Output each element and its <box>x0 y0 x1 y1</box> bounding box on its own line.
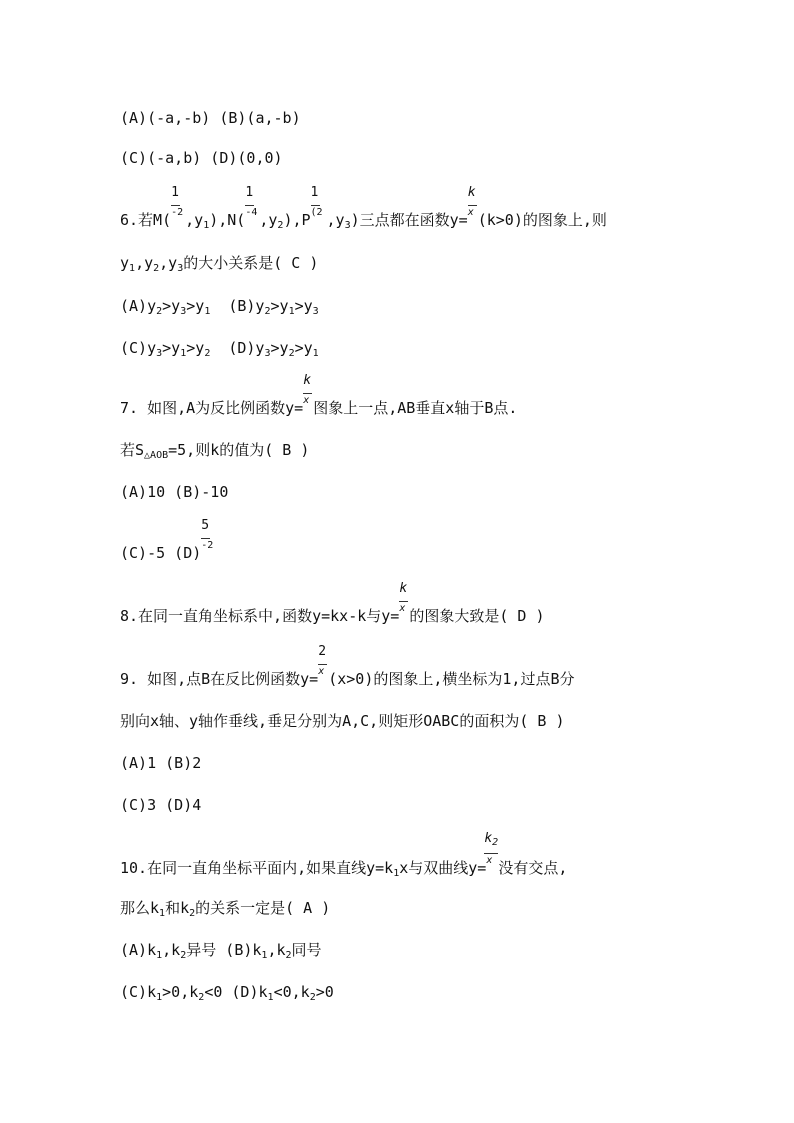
q10-options-line2: $(C)k_1>0,k_2<0$ $(D)k_1<0,k_2>0$ <box>120 983 334 1003</box>
q6-p-fraction: $\frac{1}{(2}$ <box>310 185 323 218</box>
q10-stem-line1: 10.在同一直角坐标平面内,如果直线$y=k_1x$与双曲线y= $\frac{k_2}{x}$ 没有交点, <box>120 831 568 879</box>
q8-stem: 8.在同一直角坐标系中,函数y=kx-k与y= $\frac{k}{x}$ 的图象大致是( D ) <box>120 581 545 625</box>
q6-stem-line1: 6.若M( $\frac{1}{-2}$ $,y_1),N$( $\frac{1}{-4}$ $,y_2),P$ $\frac{1}{(2}$ $,y_3$)三点都在函数y= $\frac{k}{x}$ (k>0)的图象上,则 <box>120 185 607 231</box>
q9-options-line1: (A)1 (B)2 <box>120 754 202 772</box>
q7-stem-line2: 若$S_{\triangle AOB}=5$,则k的值为( B ) <box>120 441 310 461</box>
q9-options-line2: (C)3 (D)4 <box>120 796 202 814</box>
q7-options-line1: (A)10 (B)-10 <box>120 483 229 501</box>
q9-stem-line1: 9. 如图,点B在反比例函数y= $\frac{2}{x}$ (x>0)的图象上,横坐标为1,过点B分 <box>120 644 575 688</box>
q10-options-line1: $(A)k_1,k_2$异号 $(B)k_1,k_2$同号 <box>120 941 322 961</box>
q6-options-line1: $(A)y_2>y_3>y_1$ $(B)y_2>y_1>y_3$ <box>120 297 319 317</box>
q10-stem-line2: 那么$k_1$和$k_2$的关系一定是( A ) <box>120 899 331 919</box>
q8-k-over-x-fraction: $\frac{k}{x}$ <box>399 581 408 614</box>
q6-n-fraction: $\frac{1}{-4}$ <box>245 185 258 218</box>
q7-d-fraction: $\frac{5}{-2}$ <box>201 518 214 551</box>
q5-options-line2: (C)(-a,b) (D)(0,0) <box>120 149 283 167</box>
q6-stem-line2: $y_1,y_2,y_3$的大小关系是( C ) <box>120 254 319 274</box>
q6-prefix: 6.若M( <box>120 211 172 229</box>
q6-k-over-x-fraction: $\frac{k}{x}$ <box>467 185 476 218</box>
q9-stem-line2: 别向x轴、y轴作垂线,垂足分别为A,C,则矩形OABC的面积为( B ) <box>120 712 565 730</box>
q5-options-line1: (A)(-a,-b) (B)(a,-b) <box>120 109 301 127</box>
q9-2-over-x-fraction: $\frac{2}{x}$ <box>318 644 327 677</box>
q7-k-over-x-fraction: $\frac{k}{x}$ <box>303 373 312 406</box>
q10-k2-over-x-fraction: $\frac{k_2}{x}$ <box>484 831 499 866</box>
q6-options-line2: $(C)y_3>y_1>y_2$ $(D)y_3>y_2>y_1$ <box>120 339 319 359</box>
q7-options-line2: (C)-5 (D) $\frac{5}{-2}$ <box>120 518 214 562</box>
q6-m-fraction: $\frac{1}{-2}$ <box>171 185 184 218</box>
q7-stem-line1: 7. 如图,A为反比例函数y= $\frac{k}{x}$ 图象上一点,AB垂直x轴于B点. <box>120 373 518 417</box>
